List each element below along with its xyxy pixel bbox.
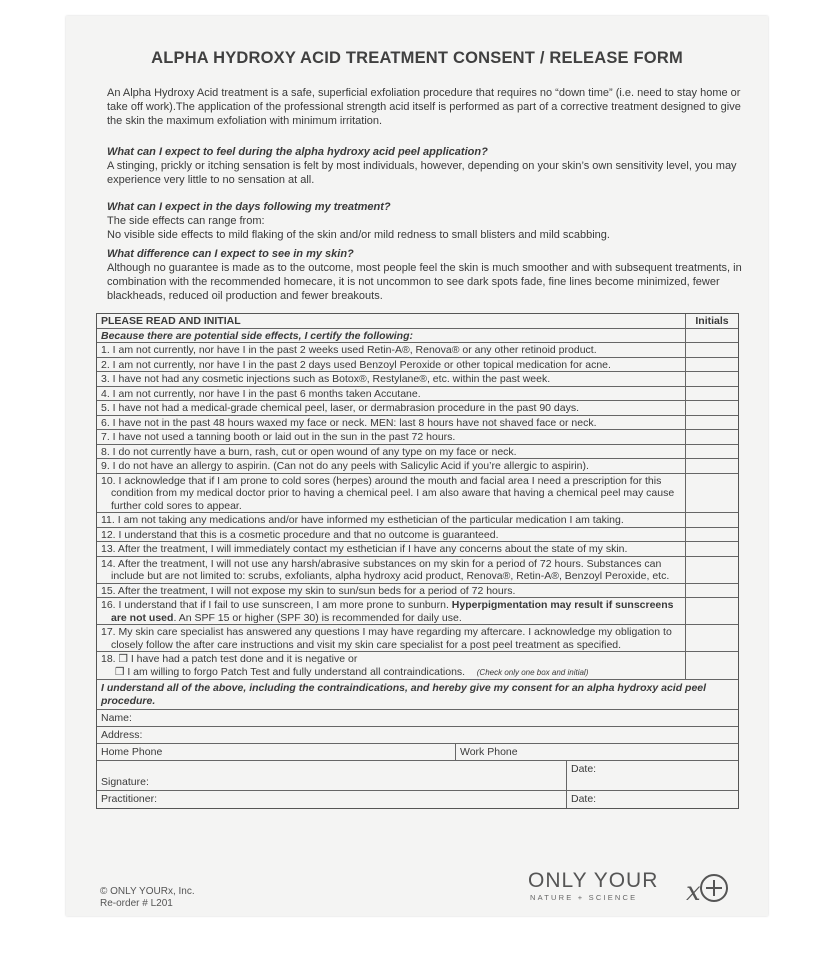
- reorder-number: Re-order # L201: [100, 898, 173, 909]
- initials-cell[interactable]: [686, 387, 738, 401]
- certify-item-18: [97, 652, 686, 679]
- faq-question: What difference can I expect to see in my skin?: [107, 248, 354, 260]
- address-row[interactable]: [97, 727, 738, 744]
- name-label: Name:: [101, 712, 132, 724]
- initials-cell[interactable]: [686, 513, 738, 527]
- certify-item: 8. I do not currently have a burn, rash, cut or open wound of any type on my face or neck.: [97, 445, 686, 459]
- initials-cell[interactable]: [686, 430, 738, 444]
- certify-item-17: 17. My skin care specialist has answered any questions I may have regarding my aftercare. I acknowledge my obligation to closely follow the after care instructions and visit my skin care specialist for a post peel treatment as specified.: [97, 625, 686, 651]
- table-subheader-row: [97, 329, 738, 344]
- certify-item: 11. I am not taking any medications and/or have informed my esthetician of the particular medication I am taking.: [97, 513, 686, 527]
- initials-cell[interactable]: [686, 372, 738, 386]
- phone-row: [97, 744, 738, 761]
- initials-cell[interactable]: [686, 329, 738, 343]
- check-one-note: (Check only one box and initial): [476, 667, 589, 677]
- certify-item: 10. I acknowledge that if I am prone to cold sores (herpes) around the mouth and facial area I need a prescription for this condition from my medical doctor prior to having a chemical peel. I am also aware that having a chemical peel may cause further cold sores to appear.: [97, 474, 686, 513]
- initials-header: Initials: [695, 315, 729, 327]
- logo-x-mark: x: [686, 877, 701, 907]
- faq-difference: [107, 247, 749, 303]
- certify-item: 2. I am not currently, nor have I in the past 2 days used Benzoyl Peroxide or other topical medication for acne.: [97, 358, 686, 372]
- faq-answer: Although no guarantee is made as to the outcome, most people feel the skin is much smoother and with subsequent treatments, in combination with the recommended homecare, it is not uncommon to see dark spots fade, fine lines become minimized, fewer blackheads, reduced oil production and fewer breakouts.: [107, 262, 742, 302]
- certify-item: 14. After the treatment, I will not use any harsh/abrasive substances on my skin for a period of 72 hours. Substances can include but are not limited to: scrubs, exfoliants, alpha hydroxy acid product, Renova®, Retin-A®, Benzoyl Peroxide, etc.: [97, 557, 686, 583]
- table-header-row: [97, 314, 738, 329]
- initials-cell[interactable]: [686, 625, 738, 651]
- initials-cell[interactable]: [686, 584, 738, 598]
- certify-item: 4. I am not currently, nor have I in the past 6 months taken Accutane.: [97, 387, 686, 401]
- signature-field[interactable]: [97, 761, 566, 790]
- initials-cell[interactable]: [686, 459, 738, 473]
- certify-item: 12. I understand that this is a cosmetic procedure and that no outcome is guaranteed.: [97, 528, 686, 542]
- initials-cell[interactable]: [686, 598, 738, 624]
- faq-feel: [107, 145, 749, 187]
- copyright: © ONLY YOURx, Inc.: [100, 886, 195, 897]
- consent-form-sheet: [66, 16, 768, 916]
- initials-cell[interactable]: [686, 542, 738, 556]
- form-title: ALPHA HYDROXY ACID TREATMENT CONSENT / RELEASE FORM: [151, 49, 683, 67]
- table-header: PLEASE READ AND INITIAL: [97, 314, 686, 328]
- practitioner-row: [97, 791, 738, 808]
- initials-cell[interactable]: [686, 416, 738, 430]
- consent-statement: I understand all of the above, including the contraindications, and hereby give my consent for an alpha hydroxy acid peel procedure.: [97, 680, 738, 710]
- certify-item: 1. I am not currently, nor have I in the past 2 weeks used Retin-A®, Renova® or any other retinoid product.: [97, 343, 686, 357]
- brand-logo: [528, 869, 743, 909]
- footer: [100, 886, 195, 910]
- initials-cell[interactable]: [686, 652, 738, 679]
- faq-answer: No visible side effects to mild flaking of the skin and/or mild redness to small blisters and mild scabbing.: [107, 229, 610, 241]
- signature-date-field[interactable]: [566, 761, 738, 790]
- practitioner-field[interactable]: [97, 791, 566, 808]
- forgo-text: ❒ I am willing to forgo Patch Test and fully understand all contraindications.: [115, 665, 466, 678]
- faq-question: What can I expect to feel during the alpha hydroxy acid peel application?: [107, 146, 488, 158]
- certify-item: 13. After the treatment, I will immediately contact my esthetician if I have any concerns about the state of my skin.: [97, 542, 686, 556]
- practitioner-label: Practitioner:: [101, 793, 158, 805]
- table-subheader: Because there are potential side effects, I certify the following:: [97, 329, 686, 343]
- forgo-patch-test-option[interactable]: [111, 666, 681, 680]
- practitioner-date-field[interactable]: [566, 791, 738, 808]
- home-phone-field[interactable]: [97, 744, 456, 760]
- certify-item: 6. I have not in the past 48 hours waxed my face or neck. MEN: last 8 hours have not shaved face or neck.: [97, 416, 686, 430]
- initials-cell[interactable]: [686, 528, 738, 542]
- initials-cell[interactable]: [686, 358, 738, 372]
- initials-cell[interactable]: [686, 557, 738, 583]
- certify-item: 5. I have not had a medical-grade chemical peel, laser, or dermabrasion procedure in the past 90 days.: [97, 401, 686, 415]
- work-phone-label: Work Phone: [460, 746, 518, 758]
- date-label: Date:: [571, 763, 597, 775]
- logo-tagline: NATURE + SCIENCE: [530, 893, 638, 902]
- certify-item: 7. I have not used a tanning booth or laid out in the sun in the past 72 hours.: [97, 430, 686, 444]
- faq-days: [107, 200, 749, 242]
- faq-question: What can I expect in the days following my treatment?: [107, 201, 391, 213]
- signature-row: [97, 761, 738, 791]
- faq-answer: The side effects can range from:: [107, 215, 265, 227]
- work-phone-field[interactable]: [456, 744, 738, 760]
- address-label: Address:: [101, 729, 143, 741]
- certify-item: 3. I have not had any cosmetic injections such as Botox®, Restylane®, etc. within the past week.: [97, 372, 686, 386]
- certify-item: 9. I do not have an allergy to aspirin. (Can not do any peels with Salicylic Acid if you’re allergic to aspirin).: [97, 459, 686, 473]
- item16-warning: Hyperpigmentation may result if sunscreens are not used: [111, 599, 674, 624]
- certify-item-16: [97, 598, 686, 624]
- initials-cell[interactable]: [686, 401, 738, 415]
- name-row[interactable]: [97, 710, 738, 727]
- patch-test-option[interactable]: 18. ❒ I have had a patch test done and it is negative or: [101, 653, 358, 665]
- certify-item: 15. After the treatment, I will not expose my skin to sun/sun beds for a period of 72 hours.: [97, 584, 686, 598]
- initials-cell[interactable]: [686, 445, 738, 459]
- logo-wordmark: ONLY YOUR: [528, 869, 659, 892]
- item16-text-a: 16. I understand that if I fail to use sunscreen, I am more prone to sunburn.: [101, 599, 452, 611]
- date-label: Date:: [571, 793, 597, 805]
- faq-answer: A stinging, prickly or itching sensation is felt by most individuals, however, depending on your skin’s own sensitivity level, you may experience very little to no sensation at all.: [107, 160, 737, 186]
- initial-table: [96, 313, 739, 809]
- item16-text-c: . An SPF 15 or higher (SPF 30) is recommended for daily use.: [173, 611, 462, 624]
- intro-paragraph: An Alpha Hydroxy Acid treatment is a safe, superficial exfoliation procedure that requires no “down time” (i.e. need to stay home or take off work).The application of the professional strength acid itself is performed as part of a corrective treatment designed to give the skin the maximum exfoliation with minimum irritation.: [107, 87, 741, 127]
- initials-cell[interactable]: [686, 343, 738, 357]
- initials-cell[interactable]: [686, 474, 738, 513]
- home-phone-label: Home Phone: [101, 746, 163, 758]
- cross-icon: [700, 874, 728, 902]
- signature-label: Signature:: [101, 775, 149, 788]
